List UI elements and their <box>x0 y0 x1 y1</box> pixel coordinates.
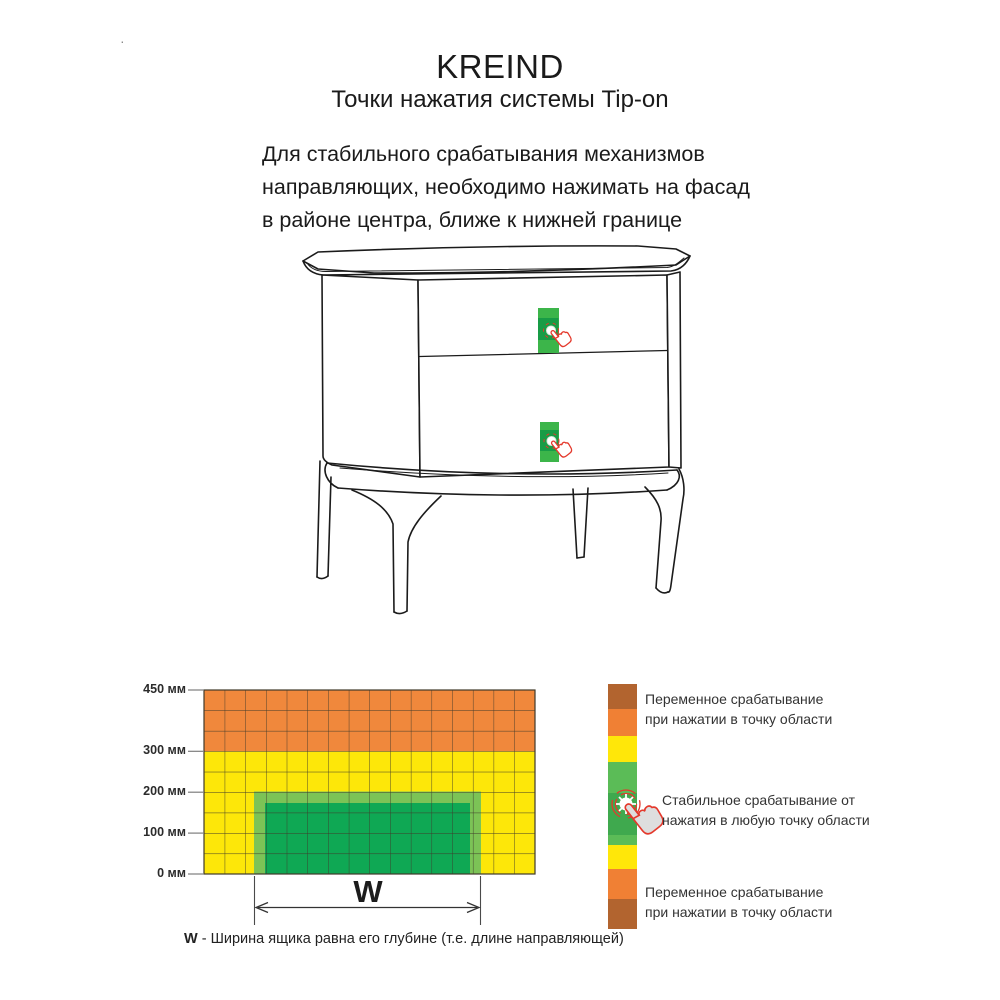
intro-line-2: направляющих, необходимо нажимать на фасад <box>262 175 750 199</box>
grid-lines <box>204 690 535 874</box>
legend-label-line: при нажатии в точку области <box>645 710 833 727</box>
press-hand-icon <box>624 791 667 836</box>
tick-300mm: 300 мм <box>143 743 186 757</box>
w-caption-prefix: W <box>184 931 198 947</box>
legend-label-line: Переменное срабатывание <box>645 691 824 707</box>
intro-line-1: Для стабильного срабатывания механизмов <box>262 142 705 166</box>
w-caption <box>184 931 624 947</box>
right-edge <box>667 272 681 468</box>
stray-dot: · <box>120 33 125 49</box>
legs <box>317 461 684 614</box>
w-caption-text: - Ширина ящика равна его глубине (т.е. длине направляющей) <box>197 931 624 947</box>
legend-label-line: Переменное срабатывание <box>645 884 824 900</box>
page-subtitle: Точки нажатия системы Tip-on <box>331 86 669 113</box>
legend-seg-orange-top <box>608 709 637 736</box>
legend-seg-brown-top <box>608 684 637 709</box>
legend-label-line: при нажатии в точку области <box>645 903 833 920</box>
tick-450mm: 450 мм <box>143 682 186 696</box>
apron-bottom-edge <box>338 488 667 495</box>
tick-100mm: 100 мм <box>143 825 186 839</box>
legend-label-stable <box>662 791 870 830</box>
intro-paragraph <box>262 138 750 237</box>
apron-right-cap <box>667 470 679 490</box>
legend-label-line: нажатия в любую точку области <box>662 811 870 828</box>
side-panel <box>322 275 420 477</box>
intro-line-3: в районе центра, ближе к нижней границе <box>262 208 683 232</box>
legend-label-line: Стабильное срабатывание от <box>662 792 856 808</box>
press-zone-chart <box>140 660 620 1000</box>
w-dimension-label: W <box>353 874 383 909</box>
legend-seg-orange-bottom <box>608 869 637 899</box>
legend-seg-yellow-top <box>608 736 637 762</box>
legend-seg-brown-bottom <box>608 899 637 929</box>
nightstand-drawing <box>280 240 720 640</box>
tick-200mm: 200 мм <box>143 784 186 798</box>
legend-label-variable-top <box>645 690 832 729</box>
brand-title: KREIND <box>436 48 564 85</box>
axis-ticks <box>188 690 204 874</box>
legend-label-variable-bottom <box>645 883 832 922</box>
tick-0mm: 0 мм <box>157 866 186 880</box>
